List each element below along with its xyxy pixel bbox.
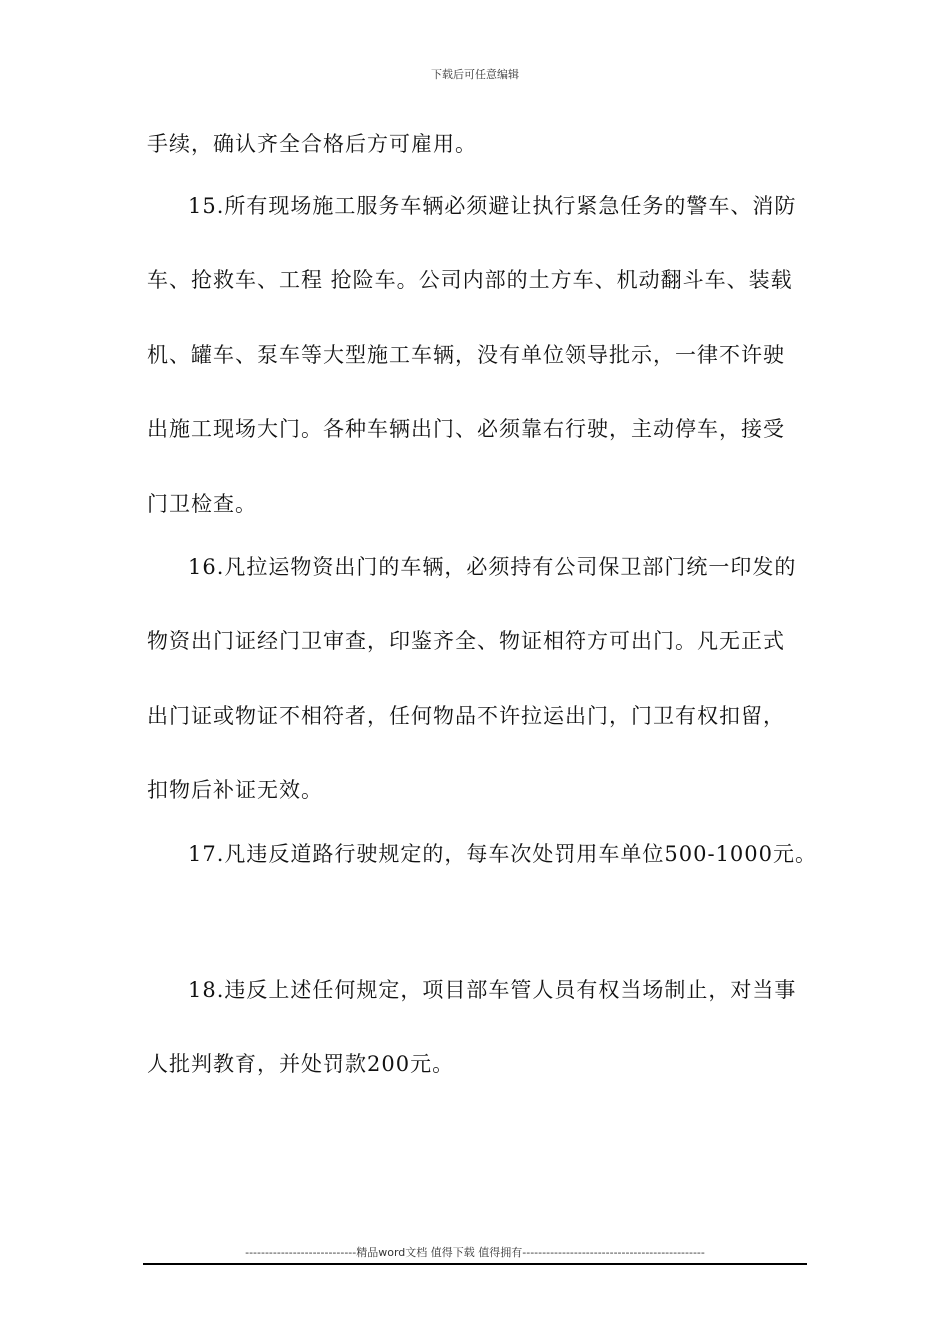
text-line: 15.所有现场施工服务车辆必须避让执行紧急任务的警车、消防 [188,194,797,218]
page-footer: ----------------------------精品word文档 值得下载 值得拥有---------------------------------------------- [245,1246,705,1259]
text-line: 物资出门证经门卫审查，印鉴齐全、物证相符方可出门。凡无正式 [147,629,785,653]
text-line: 17.凡违反道路行驶规定的，每车次处罚用车单位500-1000元。 [188,842,818,866]
text-line: 人批判教育，并处罚款200元。 [147,1052,455,1076]
text-line: 机、罐车、泵车等大型施工车辆，没有单位领导批示，一律不许驶 [147,343,785,367]
text-line: 车、抢救车、工程 抢险车。公司内部的土方车、机动翻斗车、装载 [147,268,793,292]
text-line: 18.违反上述任何规定，项目部车管人员有权当场制止，对当事 [188,978,797,1002]
text-line: 门卫检查。 [147,492,257,516]
text-line: 扣物后补证无效。 [147,778,323,802]
text-line: 出施工现场大门。各种车辆出门、必须靠右行驶，主动停车，接受 [147,417,785,441]
text-line: 手续，确认齐全合格后方可雇用。 [147,132,477,156]
text-line: 16.凡拉运物资出门的车辆，必须持有公司保卫部门统一印发的 [188,555,797,579]
footer-divider [143,1263,807,1265]
text-line: 出门证或物证不相符者，任何物品不许拉运出门，门卫有权扣留， [147,704,785,728]
page-header: 下载后可任意编辑 [431,68,519,81]
